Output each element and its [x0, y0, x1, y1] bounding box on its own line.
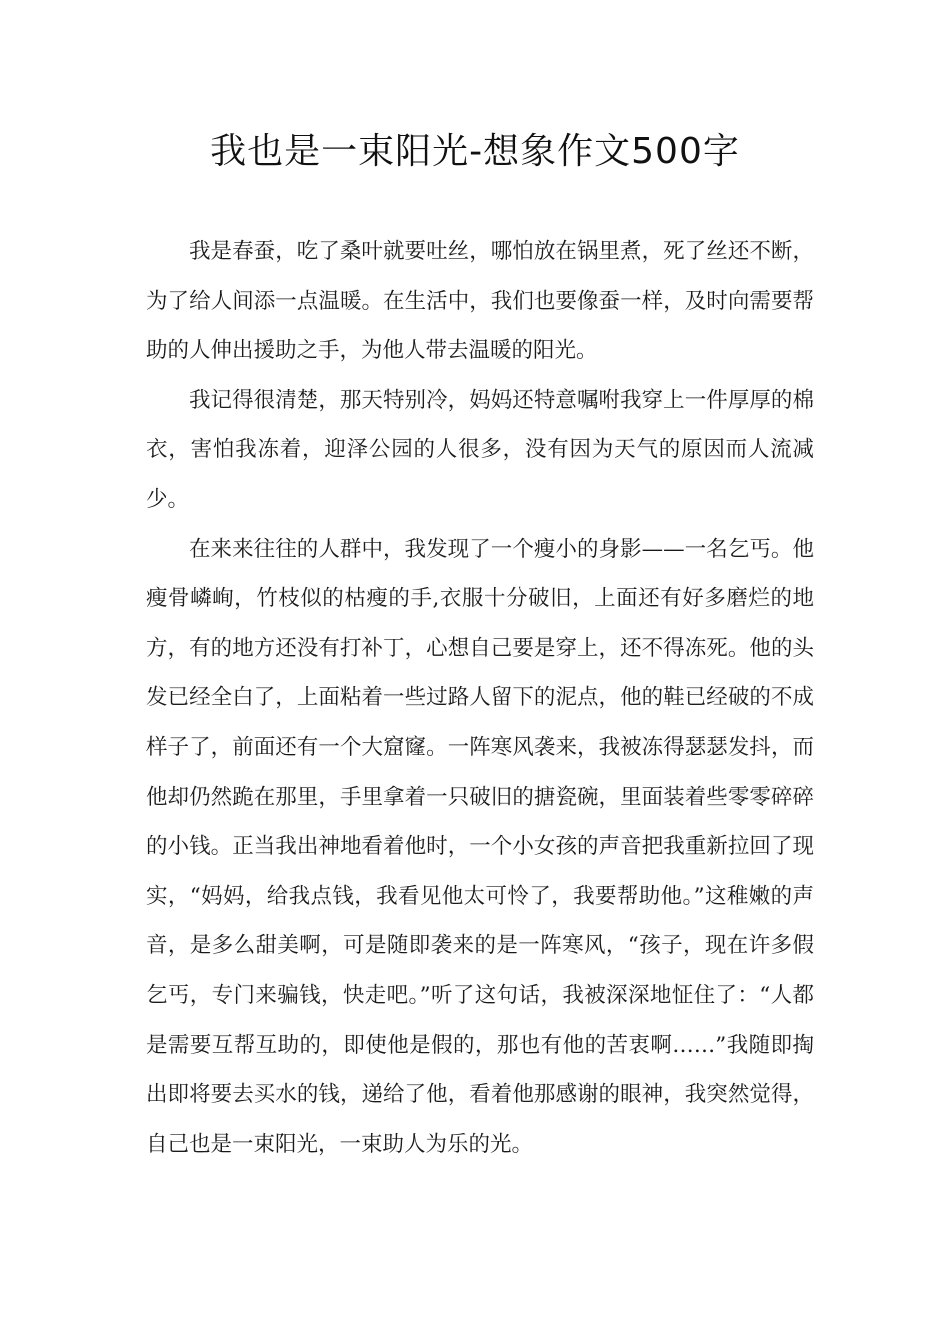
document-title: 我也是一束阳光-想象作文500字	[210, 131, 740, 172]
paragraph-1: 我是春蚕，吃了桑叶就要吐丝，哪怕放在锅里煮，死了丝还不断，为了给人间添一点温暖。在生活中，我们也要像蚕一样，及时向需要帮助的人伸出援助之手，为他人带去温暖的阳光。	[146, 239, 814, 364]
document-body	[146, 227, 814, 1169]
paragraph-2: 我记得很清楚，那天特别冷，妈妈还特意嘱咐我穿上一件厚厚的棉衣，害怕我冻着，迎泽公园的人很多，没有因为天气的原因而人流减少。	[146, 387, 814, 512]
paragraph-3: 在来来往往的人群中，我发现了一个瘦小的身影——一名乞丐。他瘦骨嶙峋，竹枝似的枯瘦的手,衣服十分破旧，上面还有好多磨烂的地方，有的地方还没有打补丁，心想自己要是穿上，还不得冻死。他的头发已经全白了，上面粘着一些过路人留下的泥点，他的鞋已经破的不成样子了，前面还有一个大窟窿。一阵寒风袭来，我被冻得瑟瑟发抖，而他却仍然跪在那里，手里拿着一只破旧的搪瓷碗，里面装着些零零碎碎的小钱。正当我出神地看着他时，一个小女孩的声音把我重新拉回了现实，“妈妈，给我点钱，我看见他太可怜了，我要帮助他。”这稚嫩的声音，是多么甜美啊，可是随即袭来的是一阵寒风，“孩子，现在许多假乞丐，专门来骗钱，快走吧。”听了这句话，我被深深地怔住了：“人都是需要互帮互助的，即使他是假的，那也有他的苦衷啊……”我随即掏出即将要去买水的钱，递给了他，看着他那感谢的眼神，我突然觉得，自己也是一束阳光，一束助人为乐的光。	[146, 536, 814, 1157]
